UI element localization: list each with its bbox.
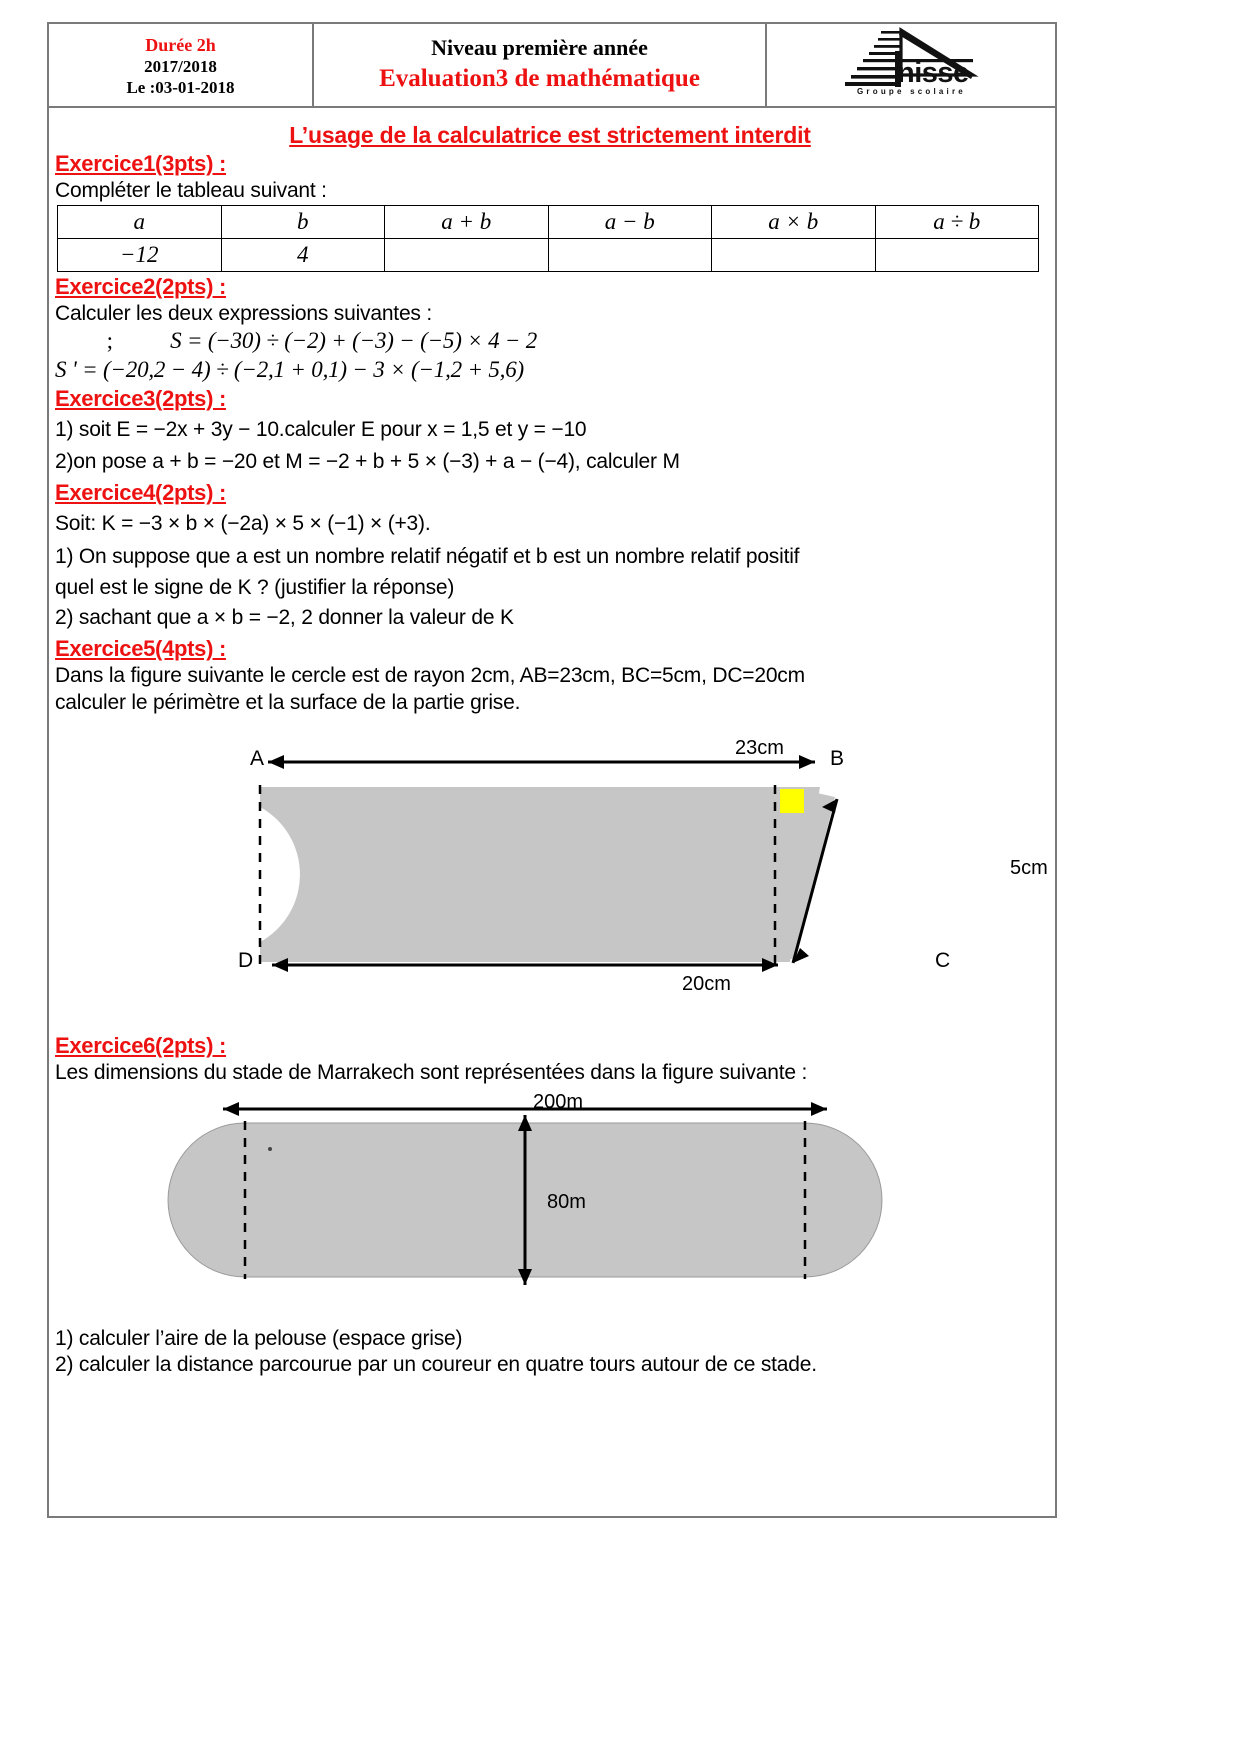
label-80m: 80m xyxy=(547,1191,586,1214)
exercise2-formula-s-line xyxy=(55,327,1045,355)
exam-level: Niveau première année xyxy=(431,35,648,61)
exercise2-instruction: Calculer les deux expressions suivantes : xyxy=(55,302,432,326)
exercise4-question2: 2) sachant que a × b = −2, 2 donner la valeur de K xyxy=(55,606,514,630)
right-angle-marker xyxy=(780,789,804,813)
table-header-cell: a ÷ b xyxy=(875,206,1039,239)
table-cell-b: 4 xyxy=(221,239,385,272)
exam-header xyxy=(49,24,1055,108)
logo-subtitle: Groupe scolaire xyxy=(857,87,966,96)
exercise5-line2: calculer le périmètre et la surface de la partie grise. xyxy=(55,690,521,714)
exercise6-question1: 1) calculer l’aire de la pelouse (espace grise) xyxy=(55,1327,463,1351)
header-center-cell xyxy=(314,24,767,106)
exercise4-given: Soit: K = −3 × b × (−2a) × 5 × (−1) × (+3). xyxy=(55,512,431,536)
exercise3-title: Exercice3(2pts) : xyxy=(55,385,226,411)
exercise2-formula-sprime-line xyxy=(55,356,1045,384)
trapezoid-with-circle-diagram xyxy=(230,727,930,1007)
table-header-cell: a + b xyxy=(385,206,549,239)
exam-date: Le :03-01-2018 xyxy=(126,78,235,98)
table-header-cell: a − b xyxy=(548,206,712,239)
exercise4-question1-part1: 1) On suppose que a est un nombre relatif négatif et b est un nombre relatif positif xyxy=(55,544,800,568)
label-200m: 200m xyxy=(533,1091,584,1114)
exercise3-question1: 1) soit E = −2x + 3y − 10.calculer E pour x = 1,5 et y = −10 xyxy=(55,417,587,441)
label-23cm: 23cm xyxy=(735,736,784,759)
table-header-cell: b xyxy=(221,206,385,239)
exercise2-title: Exercice2(2pts) : xyxy=(55,274,226,300)
formula-S-prime: S ' = (−20,2 − 4) ÷ (−2,1 + 0,1) − 3 × (−1,2 + 5,6) xyxy=(55,356,524,382)
table-cell-diff[interactable] xyxy=(548,239,712,272)
table-cell-sum[interactable] xyxy=(385,239,549,272)
exercise5-figure xyxy=(55,727,1048,1007)
exercise4-title: Exercice4(2pts) : xyxy=(55,480,226,506)
exam-page xyxy=(47,22,1057,1518)
table-cell-prod[interactable] xyxy=(712,239,876,272)
school-logo xyxy=(821,27,1001,103)
grey-area xyxy=(260,787,820,962)
exercise3-question2: 2)on pose a + b = −20 et M = −2 + b + 5 × (−3) + a − (−4), calculer M xyxy=(55,449,680,473)
point-label-b: B xyxy=(830,746,845,770)
exercise4-question1-part2: quel est le signe de K ? (justifier la réponse) xyxy=(55,575,455,599)
exercise1-instruction: Compléter le tableau suivant : xyxy=(55,179,327,202)
exercise5-title: Exercice5(4pts) : xyxy=(55,636,226,662)
point-label-a: A xyxy=(250,746,265,770)
semicolon-marker: ; xyxy=(106,328,113,354)
table-header-row xyxy=(58,206,1039,239)
calculator-ban-notice: L’usage de la calculatrice est strictement interdit xyxy=(289,122,811,148)
point-label-d: D xyxy=(238,948,254,972)
table-header-cell: a xyxy=(58,206,222,239)
label-5cm: 5cm xyxy=(1010,856,1048,879)
logo-wordmark: nisse xyxy=(897,57,969,89)
exercise1-table xyxy=(57,205,1039,272)
exercise5-line1: Dans la figure suivante le cercle est de rayon 2cm, AB=23cm, BC=5cm, DC=20cm xyxy=(55,664,805,688)
exercise6-figure xyxy=(55,1091,1045,1306)
exercise1-title: Exercice1(3pts) : xyxy=(55,151,226,176)
table-row xyxy=(58,239,1039,272)
exercise6-line1: Les dimensions du stade de Marrakech sont représentées dans la figure suivante : xyxy=(55,1060,808,1084)
header-logo-cell xyxy=(767,24,1055,106)
table-header-cell: a × b xyxy=(712,206,876,239)
header-left-cell xyxy=(49,24,314,106)
table-cell-quot[interactable] xyxy=(875,239,1039,272)
table-cell-a: −12 xyxy=(58,239,222,272)
exam-title: Evaluation3 de mathématique xyxy=(379,65,700,93)
formula-S: S = (−30) ÷ (−2) + (−3) − (−5) × 4 − 2 xyxy=(170,328,538,354)
exam-body xyxy=(49,108,1055,1377)
point-label-c: C xyxy=(935,948,951,972)
exercise6-title: Exercice6(2pts) : xyxy=(55,1032,226,1058)
label-20cm: 20cm xyxy=(682,972,731,995)
exercise6-question2: 2) calculer la distance parcourue par un coureur en quatre tours autour de ce stade. xyxy=(55,1353,817,1377)
school-year: 2017/2018 xyxy=(144,57,217,76)
exam-duration: Durée 2h xyxy=(145,34,216,55)
